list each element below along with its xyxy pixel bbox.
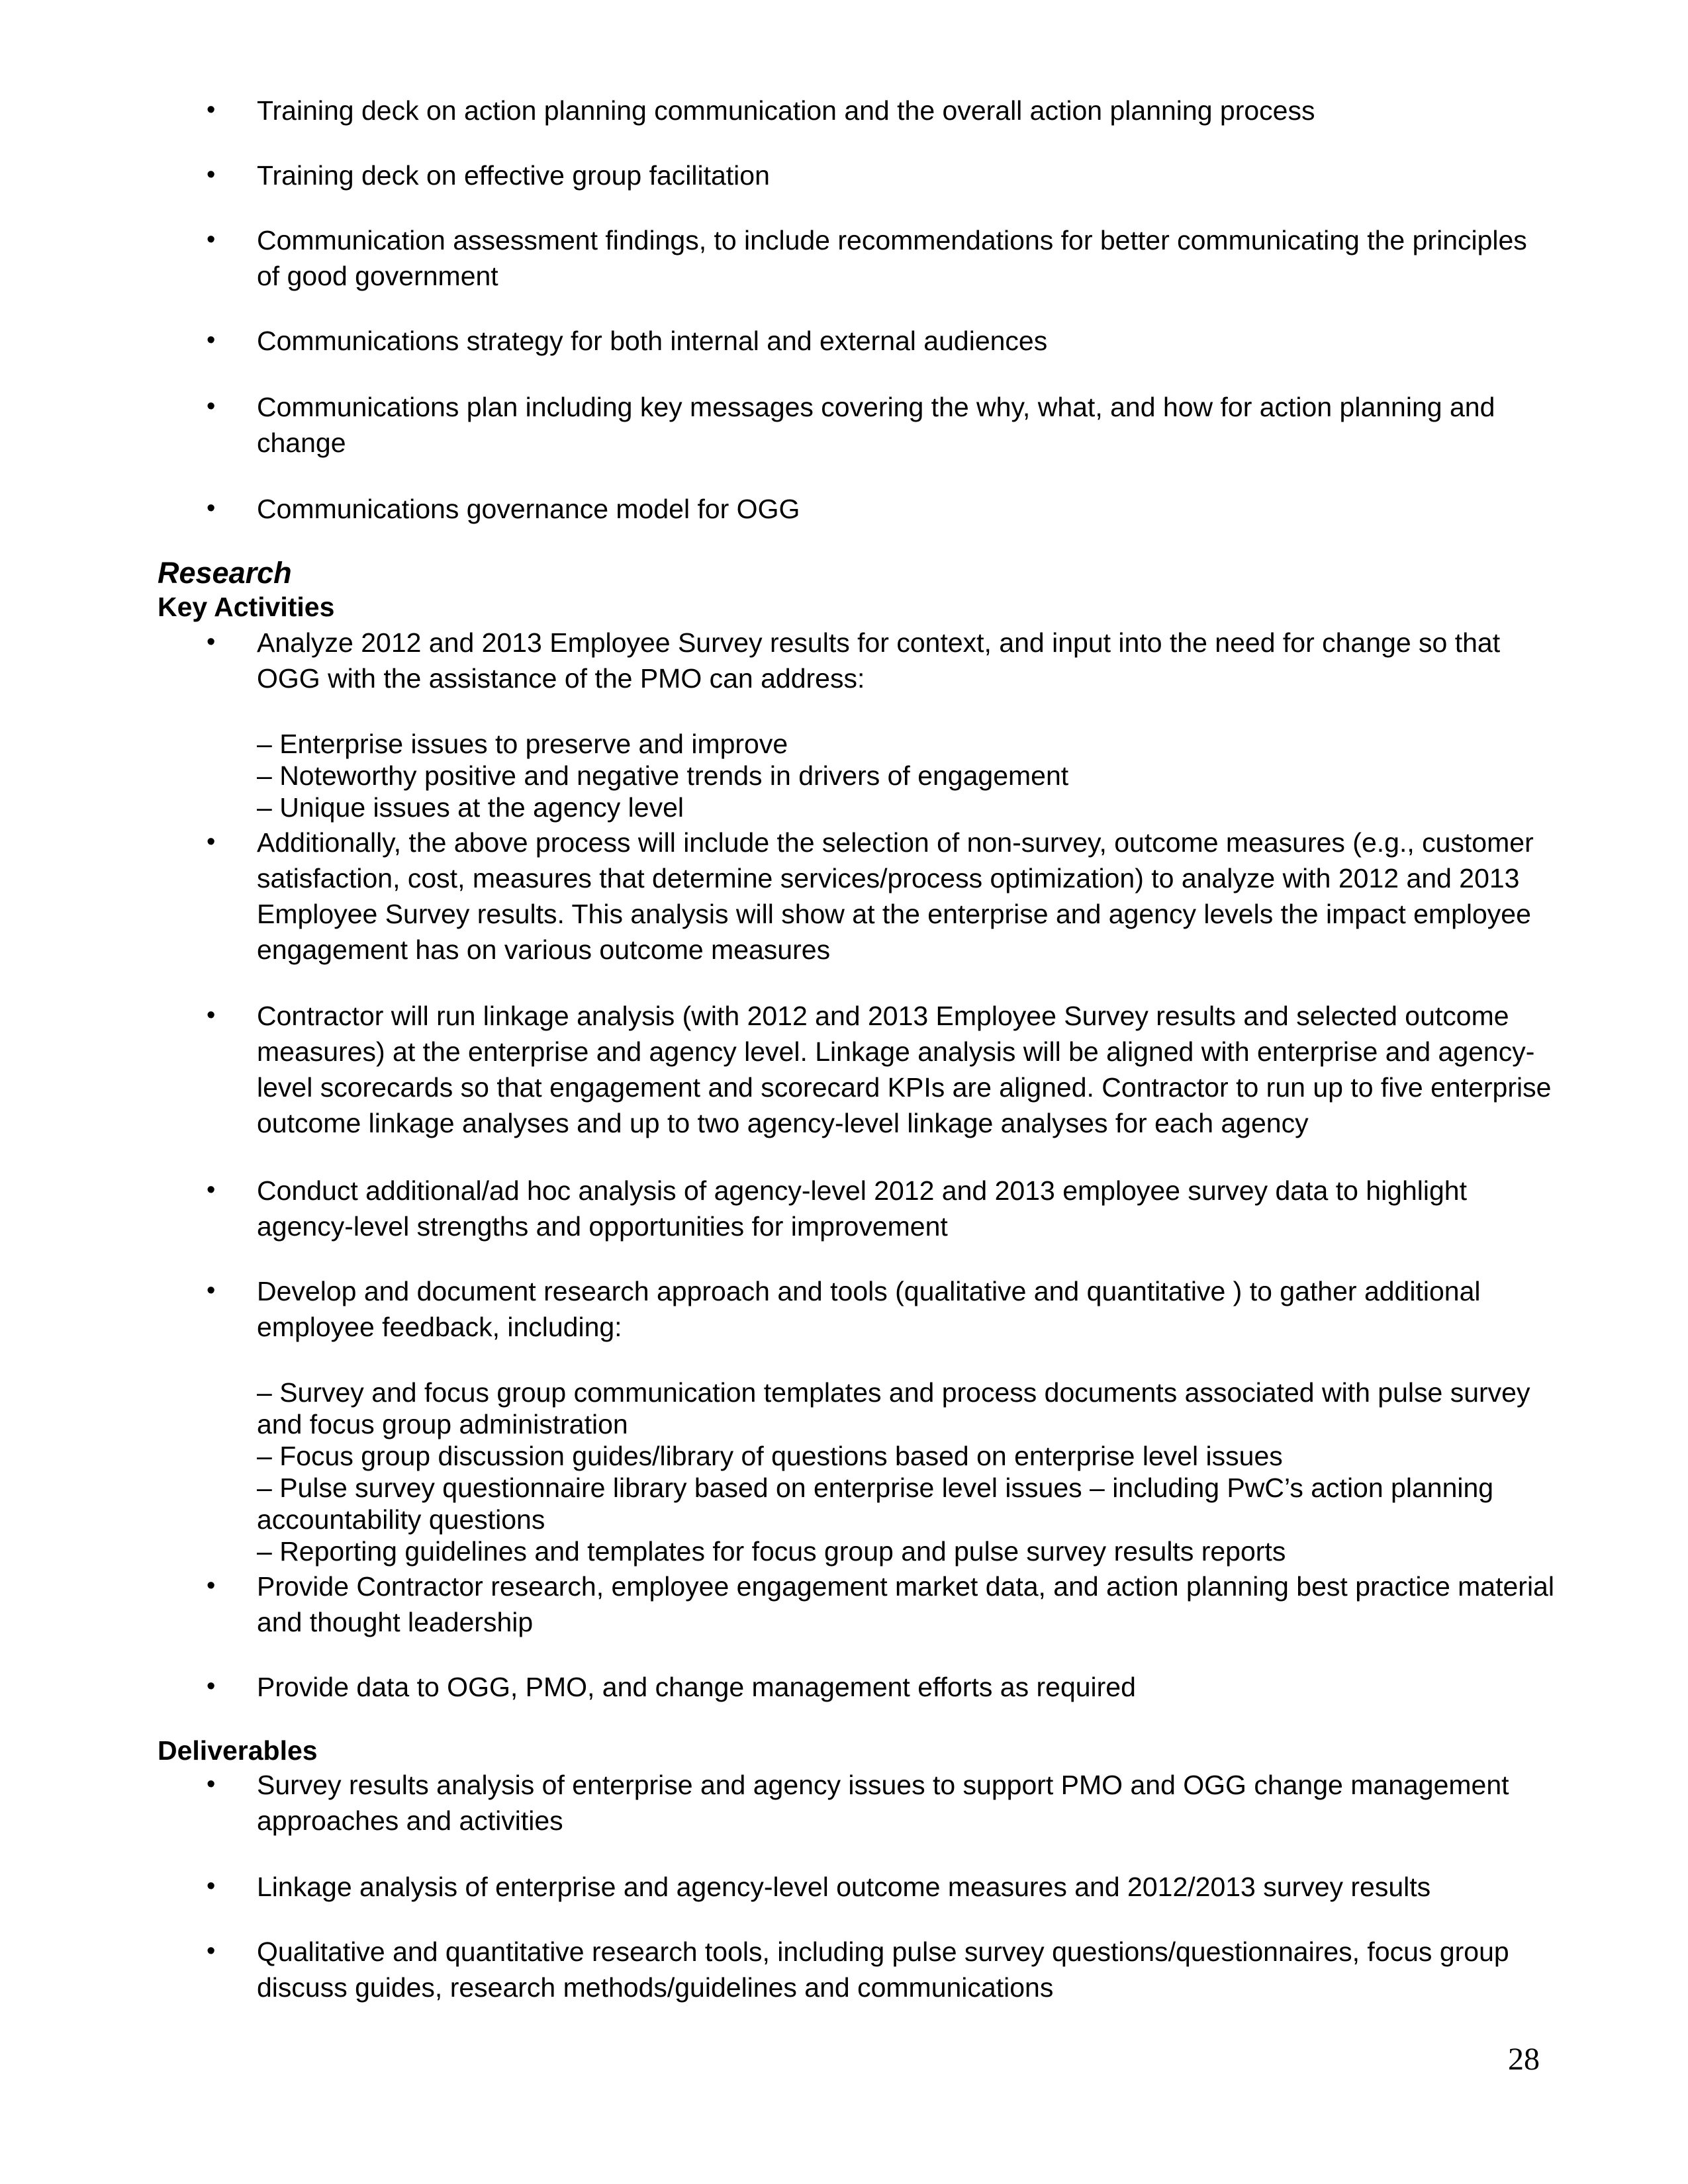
bullet-icon: • [207,1277,216,1304]
bullet-icon: • [207,828,216,856]
activity-item: Conduct additional/ad hoc analysis of agency-level 2012 and 2013 employee survey data to highlight agency-level strengths and opportunities for improvement [257,1175,1468,1242]
list-item: Communications plan including key messages covering the why, what, and how for action planning and change [257,392,1495,458]
activity-item: Develop and document research approach and tools (qualitative and quantitative ) to gather additional employee feedback, including: [257,1276,1481,1342]
bullet-icon: • [207,1572,216,1600]
activity-subitem: – Unique issues at the agency level [257,792,684,823]
bullet-icon: • [207,494,216,522]
bullet-icon: • [207,1872,216,1900]
activity-subitem: – Enterprise issues to preserve and improve [257,729,788,759]
bullet-icon: • [207,1176,216,1204]
list-item: Training deck on action planning communication and the overall action planning process [257,95,1315,126]
key-activities-heading: Key Activities [158,592,335,622]
activity-subitem: – Noteworthy positive and negative trends in drivers of engagement [257,760,1069,791]
page-number: 28 [1508,2042,1540,2077]
activity-item: Contractor will run linkage analysis (with 2012 and 2013 Employee Survey results and selected outcome measures) at the enterprise and agency level. Linkage analysis will be aligned with enterprise and agency-level scorecards so that engagement and scorecard KPIs are aligned. Contractor to run up to five enterprise outcome linkage analyses and up to two agency-level linkage analyses for each agency [257,1001,1552,1138]
deliverable-item: Linkage analysis of enterprise and agency-level outcome measures and 2012/2013 survey results [257,1872,1431,1902]
bullet-icon: • [207,1770,216,1798]
deliverables-heading: Deliverables [158,1735,318,1766]
bullet-icon: • [207,628,216,656]
deliverable-item: Survey results analysis of enterprise and agency issues to support PMO and OGG change management approaches and activities [257,1770,1509,1836]
activity-item: Analyze 2012 and 2013 Employee Survey results for context, and input into the need for change so that OGG with the assistance of the PMO can address: [257,627,1501,694]
activity-item: Additionally, the above process will include the selection of non-survey, outcome measures (e.g., customer satisfaction, cost, measures that determine services/process optimization) to analyze with 2012 and 2013 Employee Survey results. This analysis will show at the enterprise and agency levels the impact employee engagement has on various outcome measures [257,827,1534,965]
bullet-icon: • [207,96,216,124]
list-item: Communications governance model for OGG [257,494,800,524]
activity-subitem: – Focus group discussion guides/library of questions based on enterprise level issues [257,1441,1283,1471]
bullet-icon: • [207,226,216,253]
activity-subitem: – Pulse survey questionnaire library based on enterprise level issues – including PwC’s action planning accountability questions [257,1473,1494,1535]
bullet-icon: • [207,326,216,354]
bullet-icon: • [207,392,216,420]
bullet-icon: • [207,1672,216,1700]
bullet-icon: • [207,161,216,189]
list-item: Communication assessment findings, to include recommendations for better communicating the principles of good government [257,225,1527,291]
section-title: Research [158,556,292,590]
bullet-icon: • [207,1937,216,1965]
list-item: Training deck on effective group facilitation [257,160,770,191]
activity-item: Provide Contractor research, employee engagement market data, and action planning best practice material and thought leadership [257,1571,1554,1637]
activity-subitem: – Survey and focus group communication templates and process documents associated with pulse survey and focus group administration [257,1377,1530,1439]
activity-subitem: – Reporting guidelines and templates for focus group and pulse survey results reports [257,1536,1286,1567]
activity-item: Provide data to OGG, PMO, and change management efforts as required [257,1672,1136,1702]
list-item: Communications strategy for both internal and external audiences [257,326,1048,356]
deliverable-item: Qualitative and quantitative research tools, including pulse survey questions/questionnaires, focus group discuss guides, research methods/guidelines and communications [257,1936,1509,2003]
bullet-icon: • [207,1001,216,1029]
